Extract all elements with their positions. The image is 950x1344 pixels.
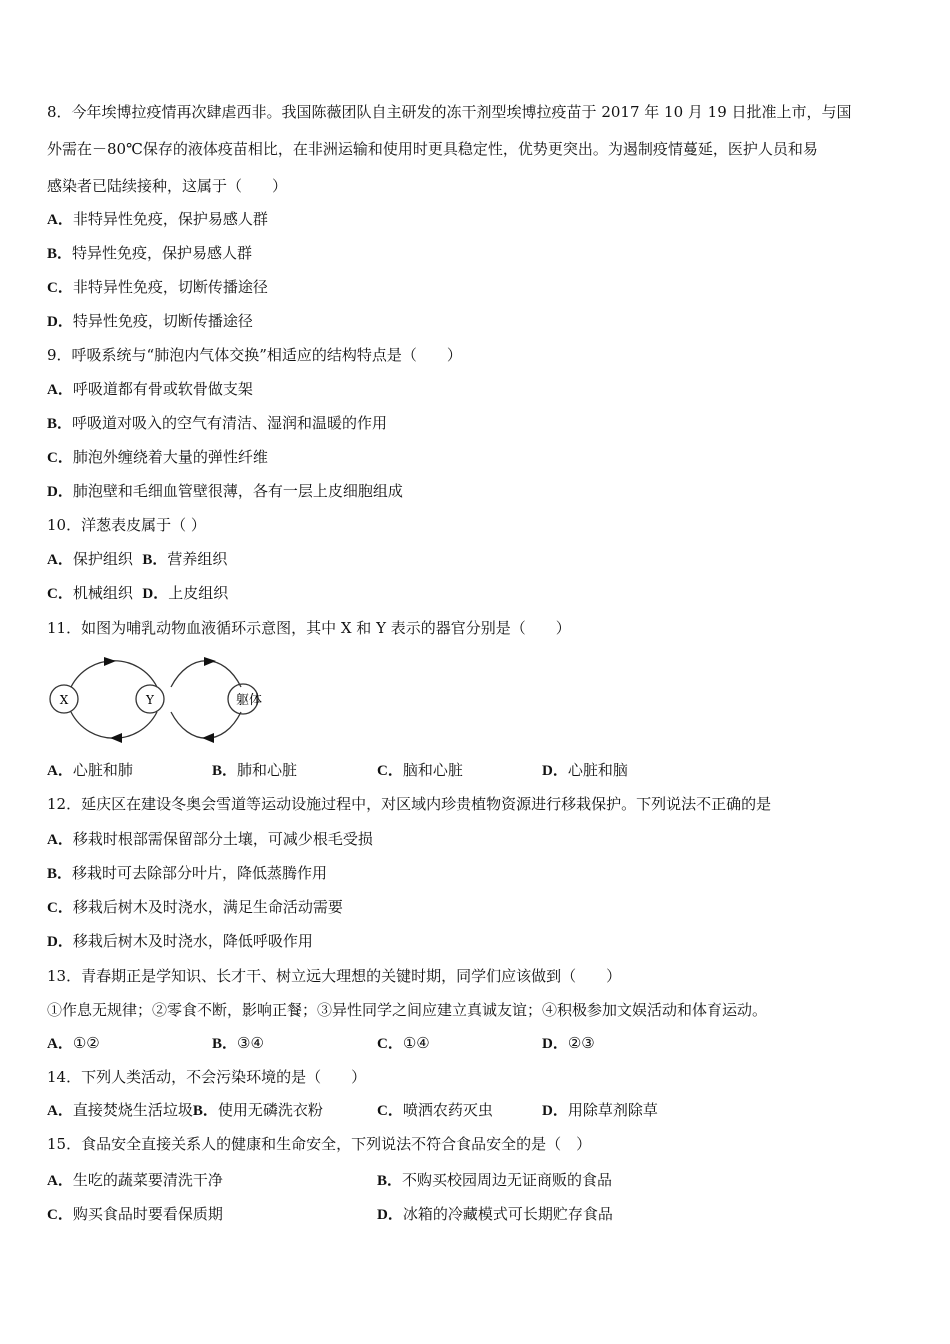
- q10-options-row-1: [47, 549, 227, 570]
- option-text: 直接焚烧生活垃圾: [72, 1101, 193, 1119]
- question-9-stem: 9．呼吸系统与“肺泡内气体交换”相适应的结构特点是（ ）: [47, 346, 462, 364]
- option-label: B．: [47, 246, 73, 262]
- option-text: 肺泡外缠绕着大量的弹性纤维: [72, 448, 268, 466]
- circulation-arc: [71, 661, 157, 687]
- q8-option-b: [47, 243, 252, 264]
- option-text: 上皮组织: [168, 584, 229, 602]
- q12-option-c: [47, 897, 343, 918]
- option-label: D．: [47, 934, 73, 950]
- option-label: D．: [47, 484, 73, 500]
- option-text: 特异性免疫，切断传播途径: [72, 312, 253, 330]
- option-label: D．: [542, 1103, 568, 1119]
- q13-option-c: [377, 1033, 430, 1054]
- arrow-icon: [110, 733, 122, 743]
- option-label: C．: [377, 763, 403, 779]
- option-label: D．: [47, 314, 73, 330]
- option-label: B．: [47, 866, 73, 882]
- option-text: 呼吸道都有骨或软骨做支架: [72, 380, 253, 398]
- q9-option-b: [47, 413, 387, 434]
- option-label: A．: [47, 382, 73, 398]
- option-text: 脑和心脏: [402, 761, 463, 779]
- option-text: 冰箱的冷藏模式可长期贮存食品: [402, 1205, 613, 1223]
- option-text: ①④: [402, 1034, 430, 1052]
- option-text: ①②: [72, 1034, 100, 1052]
- option-text: 喷洒农药灭虫: [402, 1101, 493, 1119]
- option-label: D．: [377, 1207, 403, 1223]
- question-8-stem-line-2: 外需在－80℃保存的液体疫苗相比，在非洲运输和使用时更具稳定性，优势更突出。为遏制疫情蔓延，医护人员和易: [47, 140, 818, 158]
- option-text: 特异性免疫，保护易感人群: [72, 244, 253, 262]
- option-label: A．: [47, 552, 73, 568]
- q11-option-d: [542, 760, 628, 781]
- question-10-stem: 10．洋葱表皮属于（ ）: [47, 516, 206, 534]
- arrow-icon: [202, 733, 214, 743]
- option-label: B．: [377, 1173, 403, 1189]
- q13-option-a: [47, 1033, 100, 1054]
- option-text: 移栽后树木及时浇水，降低呼吸作用: [72, 932, 313, 950]
- option-label: A．: [47, 1103, 73, 1119]
- option-label: C．: [377, 1103, 403, 1119]
- question-12-stem: 12．延庆区在建设冬奥会雪道等运动设施过程中，对区域内珍贵植物资源进行移栽保护。下列说法不正确的是: [47, 795, 772, 813]
- option-text: 肺泡壁和毛细血管壁很薄，各有一层上皮细胞组成: [72, 482, 403, 500]
- option-label: A．: [47, 832, 73, 848]
- option-label: C．: [377, 1036, 403, 1052]
- q10-options-row-2: [47, 583, 228, 604]
- option-label: A．: [47, 1173, 73, 1189]
- q14-option-c: [377, 1100, 493, 1121]
- q12-option-b: [47, 863, 327, 884]
- option-text: 呼吸道对吸入的空气有清洁、湿润和温暖的作用: [72, 414, 388, 432]
- circulation-arc: [171, 712, 241, 738]
- question-8-stem-line-3: 感染者已陆续接种，这属于（ ）: [47, 177, 288, 195]
- q8-option-c: [47, 277, 268, 298]
- option-text: 用除草剂除草: [567, 1101, 658, 1119]
- option-label: D．: [542, 1036, 568, 1052]
- q8-option-d: [47, 311, 253, 332]
- q15-option-b: [377, 1170, 612, 1191]
- option-text: 移栽时可去除部分叶片，降低蒸腾作用: [72, 864, 328, 882]
- question-15-stem: 15．食品安全直接关系人的健康和生命安全，下列说法不符合食品安全的是（ ）: [47, 1135, 592, 1153]
- option-label: D．: [142, 586, 169, 602]
- question-8-stem-line-1: 8．今年埃博拉疫情再次肆虐西非。我国陈薇团队自主研发的冻干剂型埃博拉疫苗于 2017 年 10 月 19 日批准上市，与国: [47, 103, 852, 121]
- option-label: C．: [47, 450, 73, 466]
- option-label: B．: [212, 763, 238, 779]
- option-label: A．: [47, 763, 73, 779]
- option-label: B．: [212, 1036, 238, 1052]
- blood-circulation-diagram: [44, 652, 284, 747]
- q11-option-c: [377, 760, 463, 781]
- q9-option-c: [47, 447, 268, 468]
- option-text: 机械组织: [72, 584, 133, 602]
- option-text: 非特异性免疫，保护易感人群: [72, 210, 268, 228]
- diagram-label-body: 躯体: [235, 693, 263, 708]
- option-text: 不购买校园周边无证商贩的食品: [402, 1171, 613, 1189]
- q13-option-d: [542, 1033, 595, 1054]
- arrow-icon: [104, 657, 116, 666]
- q11-option-b: [212, 760, 297, 781]
- q12-option-d: [47, 931, 313, 952]
- option-text: 使用无磷洗衣粉: [217, 1101, 323, 1119]
- option-label: C．: [47, 586, 73, 602]
- option-label: C．: [47, 280, 73, 296]
- option-text: ②③: [567, 1034, 595, 1052]
- option-label: C．: [47, 900, 73, 916]
- q14-option-a-b: [47, 1100, 323, 1121]
- option-label: D．: [542, 763, 568, 779]
- option-text: 心脏和肺: [72, 761, 133, 779]
- q11-option-a: [47, 760, 133, 781]
- question-11-stem: 11．如图为哺乳动物血液循环示意图，其中 X 和 Y 表示的器官分别是（ ）: [47, 619, 571, 637]
- q13-option-b: [212, 1033, 264, 1054]
- option-text: 营养组织: [167, 550, 228, 568]
- q15-option-c: [47, 1204, 223, 1225]
- option-text: 保护组织: [72, 550, 133, 568]
- q15-option-d: [377, 1204, 613, 1225]
- arrow-icon: [204, 657, 216, 666]
- option-label: B．: [142, 552, 168, 568]
- q9-option-a: [47, 379, 253, 400]
- option-label: A．: [47, 212, 73, 228]
- option-text: 移栽时根部需保留部分土壤，可减少根毛受损: [72, 830, 373, 848]
- q8-option-a: [47, 209, 268, 230]
- question-13-statements: ①作息无规律；②零食不断，影响正餐；③异性同学之间应建立真诚友谊；④积极参加文娱活动和体育运动。: [47, 1001, 768, 1019]
- option-text: 购买食品时要看保质期: [72, 1205, 223, 1223]
- q12-option-a: [47, 829, 373, 850]
- option-text: 移栽后树木及时浇水，满足生命活动需要: [72, 898, 343, 916]
- option-text: ③④: [237, 1034, 264, 1052]
- q14-option-d: [542, 1100, 658, 1121]
- option-text: 非特异性免疫，切断传播途径: [72, 278, 268, 296]
- question-13-stem: 13．青春期正是学知识、长才干、树立远大理想的关键时期，同学们应该做到（ ）: [47, 967, 622, 985]
- option-label: A．: [47, 1036, 73, 1052]
- diagram-label-y: Y: [146, 693, 154, 707]
- option-label: B．: [47, 416, 73, 432]
- option-label: B．: [192, 1103, 218, 1119]
- option-text: 心脏和脑: [567, 761, 628, 779]
- option-text: 生吃的蔬菜要清洗干净: [72, 1171, 223, 1189]
- option-label: C．: [47, 1207, 73, 1223]
- q15-option-a: [47, 1170, 223, 1191]
- option-text: 肺和心脏: [237, 761, 298, 779]
- question-14-stem: 14．下列人类活动，不会污染环境的是（ ）: [47, 1068, 367, 1086]
- circulation-arc: [71, 712, 157, 738]
- q9-option-d: [47, 481, 403, 502]
- diagram-label-x: X: [59, 693, 69, 707]
